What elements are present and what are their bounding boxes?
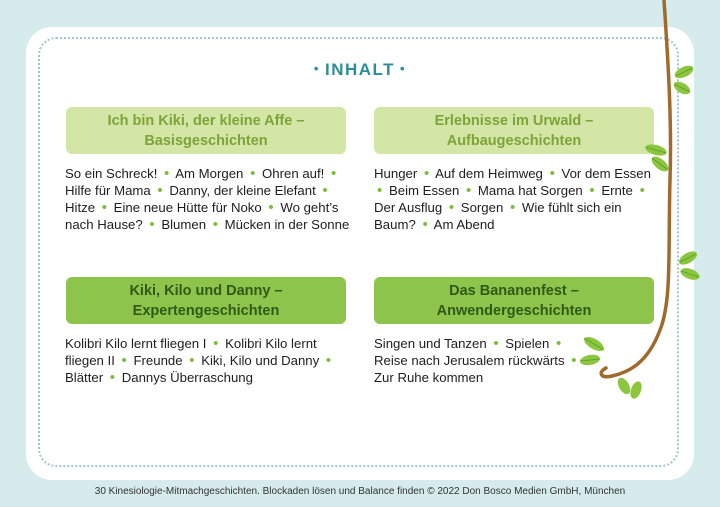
bullet-icon: •: [549, 165, 555, 182]
list-item: Beim Essen: [388, 183, 460, 198]
list-item: Kolibri Kilo lernt fliegen I: [65, 336, 207, 351]
list-item: Eine neue Hütte für Noko: [113, 200, 262, 215]
heading-line: Aufbaugeschichten: [446, 132, 582, 149]
title-text: INHALT: [324, 60, 396, 79]
list-item: Wie fühlt sich ein Baum?: [374, 200, 622, 232]
bullet-icon: •: [423, 165, 430, 182]
list-item: So ein Schreck!: [65, 166, 158, 181]
heading-line: Expertengeschichten: [132, 302, 280, 319]
heading-line: Ich bin Kiki, der kleine Affe –: [107, 112, 305, 129]
heading-line: Erlebnisse im Urwald –: [434, 112, 594, 129]
heading-line: Kiki, Kilo und Danny –: [129, 282, 283, 299]
list-item: Der Ausflug: [374, 200, 443, 215]
list-item: Hilfe für Mama: [65, 183, 151, 198]
list-item: Wo geht’s nach Hause?: [65, 200, 339, 232]
list-item: Mücken in der Sonne: [224, 217, 350, 232]
bullet-icon: •: [509, 199, 516, 216]
list-item: Hunger: [374, 166, 418, 181]
bullet-icon: •: [157, 182, 163, 199]
heading-line: Basisgeschichten: [144, 132, 268, 149]
list-item: Auf dem Heimweg: [435, 166, 543, 181]
title-dot-left: •: [313, 61, 320, 76]
bullet-icon: •: [555, 335, 562, 352]
bullet-icon: •: [571, 352, 577, 369]
list-item: Kiki, Kilo und Danny: [201, 353, 320, 368]
list-item: Ernte: [601, 183, 633, 198]
list-item: Sorgen: [460, 200, 504, 215]
heading-line: Das Bananenfest –: [449, 282, 579, 299]
bullet-icon: •: [465, 182, 472, 199]
list-item: Singen und Tanzen: [374, 336, 487, 351]
bullet-icon: •: [250, 165, 256, 182]
list-item: Zur Ruhe kommen: [374, 370, 484, 385]
list-item: Blätter: [65, 370, 104, 385]
bullet-icon: •: [589, 182, 595, 199]
list-item: Danny, der kleine Elefant: [169, 183, 316, 198]
bullet-icon: •: [448, 199, 455, 216]
list-item: Dannys Überraschung: [121, 370, 253, 385]
list-item: Hitze: [65, 200, 96, 215]
footer-copyright: 30 Kinesiologie-Mitmachgeschichten. Blockaden lösen und Balance finden © 2022 Don Bosco Medien GmbH, München: [94, 486, 626, 497]
list-item: Am Morgen: [175, 166, 244, 181]
bullet-icon: •: [189, 352, 195, 369]
list-item: Blumen: [161, 217, 207, 232]
bullet-icon: •: [325, 352, 332, 369]
bullet-icon: •: [639, 182, 645, 199]
list-item: Reise nach Jerusalem rückwärts: [374, 353, 565, 368]
bullet-icon: •: [268, 199, 274, 216]
list-item: Ohren auf!: [262, 166, 325, 181]
bullet-icon: •: [493, 335, 499, 352]
bullet-icon: •: [164, 165, 170, 182]
list-item: Vor dem Essen: [561, 166, 651, 181]
bullet-icon: •: [109, 369, 116, 386]
bullet-icon: •: [331, 165, 337, 182]
bullet-icon: •: [377, 182, 383, 199]
title-dot-right: •: [400, 61, 407, 76]
heading-line: Anwendergeschichten: [436, 302, 592, 319]
list-item: Kolibri Kilo lernt fliegen II: [65, 336, 317, 368]
bullet-icon: •: [149, 216, 155, 233]
bullet-icon: •: [422, 216, 428, 233]
bullet-icon: •: [121, 352, 127, 369]
list-item: Mama hat Sorgen: [477, 183, 583, 198]
bullet-icon: •: [213, 335, 219, 352]
bullet-icon: •: [101, 199, 107, 216]
list-item: Am Abend: [433, 217, 495, 232]
list-item: Spielen: [505, 336, 550, 351]
bullet-icon: •: [212, 216, 218, 233]
bullet-icon: •: [322, 182, 328, 199]
list-item: Freunde: [133, 353, 183, 368]
